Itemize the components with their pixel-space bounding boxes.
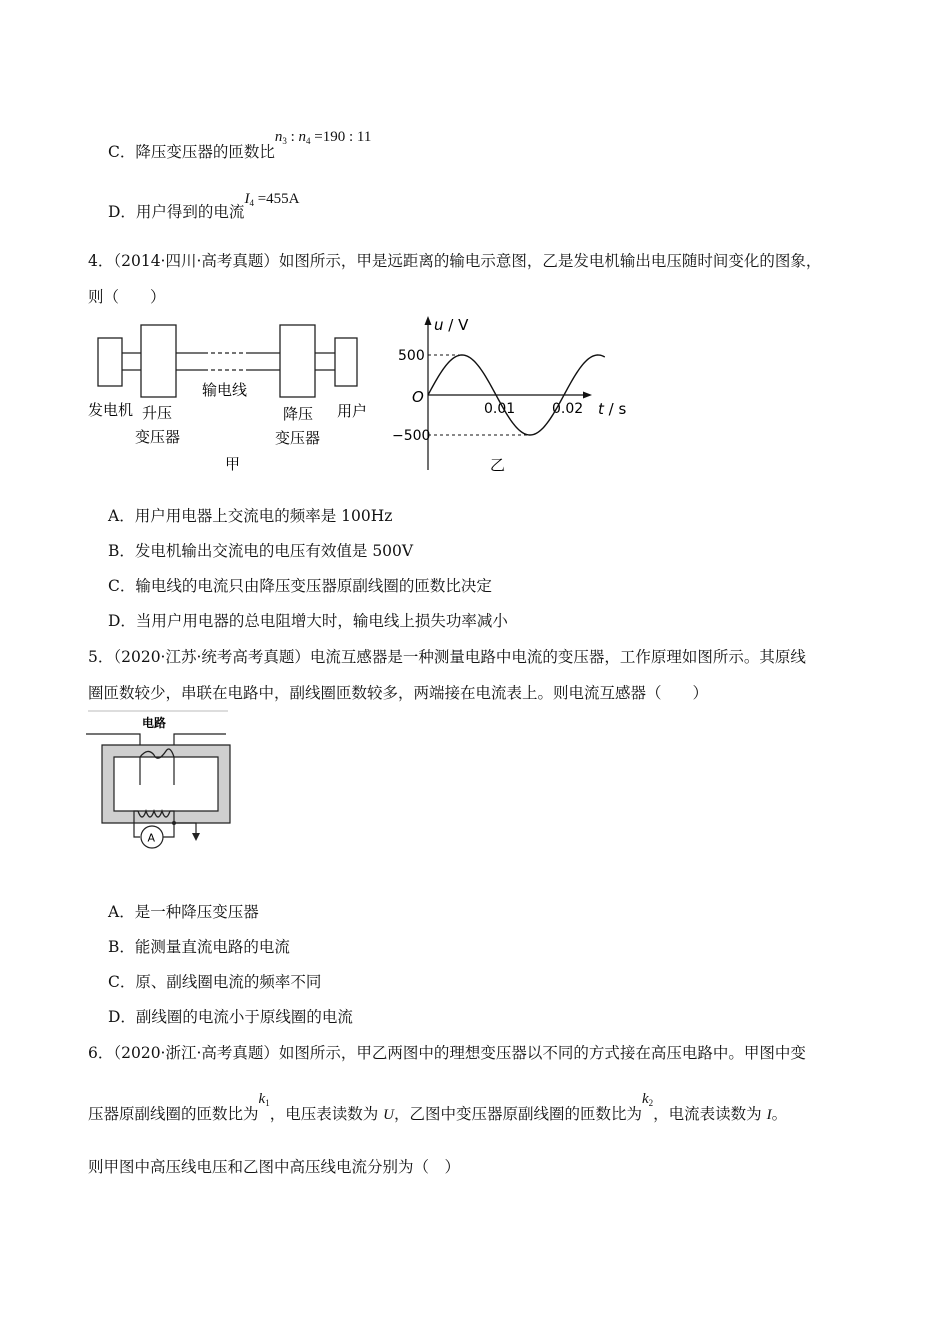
- q6-stem-line3: 则甲图中高压线电压和乙图中高压线电流分别为（ ）: [88, 1158, 461, 1176]
- generator-box: [98, 338, 122, 386]
- q6-stem-line1: 6．（2020·浙江·高考真题）如图所示，甲乙两图中的理想变压器以不同的方式接在高压电路中。甲图中变: [88, 1044, 806, 1062]
- step-up-transformer-box: [141, 325, 176, 397]
- ammeter-label: A: [147, 831, 156, 845]
- q6-k1: $k_1$: [258, 1091, 270, 1108]
- q6-stem-line2: 压器原副线圈的匝数比为$k_1$，电压表读数为 U，乙图中变压器原副线圈的匝数比为$k_2$，电流表读数为 I。: [88, 1091, 788, 1123]
- ground-arrow-icon: [192, 833, 200, 841]
- user-box: [335, 338, 357, 386]
- q4-option-c: C．输电线的电流只由降压变压器原副线圈的匝数比决定: [108, 577, 492, 595]
- q3-option-c-text: C．降压变压器的匝数比: [108, 143, 275, 161]
- y-axis-arrow-icon: [425, 316, 432, 325]
- label-generator: 发电机: [88, 401, 134, 419]
- step-down-transformer-box: [280, 325, 315, 397]
- q4-option-d: D．当用户用电器的总电阻增大时，输电线上损失功率减小: [108, 612, 508, 630]
- q4-option-b: B．发电机输出交流电的电压有效值是 500V: [108, 542, 414, 560]
- y-tick-label-neg500: −500: [392, 428, 431, 444]
- q4-option-a: A．用户用电器上交流电的频率是 100Hz: [108, 507, 393, 525]
- q3-option-d: [108, 191, 300, 222]
- circuit-label: 电路: [142, 716, 167, 730]
- q5-stem-line2: 圈匝数较少，串联在电路中，副线圈匝数较多，两端接在电流表上。则电流互感器（ ）: [88, 684, 709, 702]
- label-transmission-line: 输电线: [202, 381, 248, 399]
- q5-current-transformer-figure: [84, 707, 232, 867]
- x-axis-arrow-icon: [583, 392, 592, 399]
- x-tick-label-0.02: 0.02: [552, 401, 584, 417]
- q3-option-d-text: D．用户得到的电流: [108, 203, 245, 221]
- q4-figure-jia: [84, 315, 384, 480]
- x-axis-label: t / s: [598, 400, 627, 418]
- q5-option-c: C．原、副线圈电流的频率不同: [108, 973, 322, 991]
- q3-option-d-formula: $I_4 =455A$: [244, 191, 300, 208]
- label-step-up-2: 变压器: [135, 428, 181, 446]
- label-step-up-1: 升压: [142, 404, 173, 422]
- transformer-core: [102, 745, 230, 823]
- origin-label: O: [412, 388, 424, 406]
- y-tick-label-500: 500: [398, 348, 425, 364]
- q5-option-d: D．副线圈的电流小于原线圈的电流: [108, 1008, 353, 1026]
- x-tick-label-0.01: 0.01: [484, 401, 516, 417]
- q5-stem-line1: 5．（2020·江苏·统考高考真题）电流互感器是一种测量电路中电流的变压器，工作原理如图所示。其原线: [88, 648, 806, 666]
- q6-k2: $k_2$: [641, 1091, 654, 1108]
- caption-jia: 甲: [225, 455, 241, 473]
- q4-stem-line1: 4．（2014·四川·高考真题）如图所示，甲是远距离的输电示意图，乙是发电机输出电压随时间变化的图象，: [88, 252, 822, 270]
- label-user: 用户: [337, 402, 368, 420]
- y-axis-label: u / V: [434, 316, 469, 334]
- q3-option-c-formula: $n_3$ : $n_4 =190$ : 11: [274, 129, 372, 146]
- q4-voltage-chart: [390, 312, 650, 477]
- q3-option-c: [108, 129, 372, 162]
- label-step-down-1: 降压: [283, 405, 314, 423]
- caption-yi: 乙: [490, 456, 506, 474]
- q5-option-a: A．是一种降压变压器: [108, 903, 259, 921]
- q4-stem-line2: 则（ ）: [88, 288, 166, 306]
- q5-option-b: B．能测量直流电路的电流: [108, 938, 290, 956]
- label-step-down-2: 变压器: [275, 429, 321, 447]
